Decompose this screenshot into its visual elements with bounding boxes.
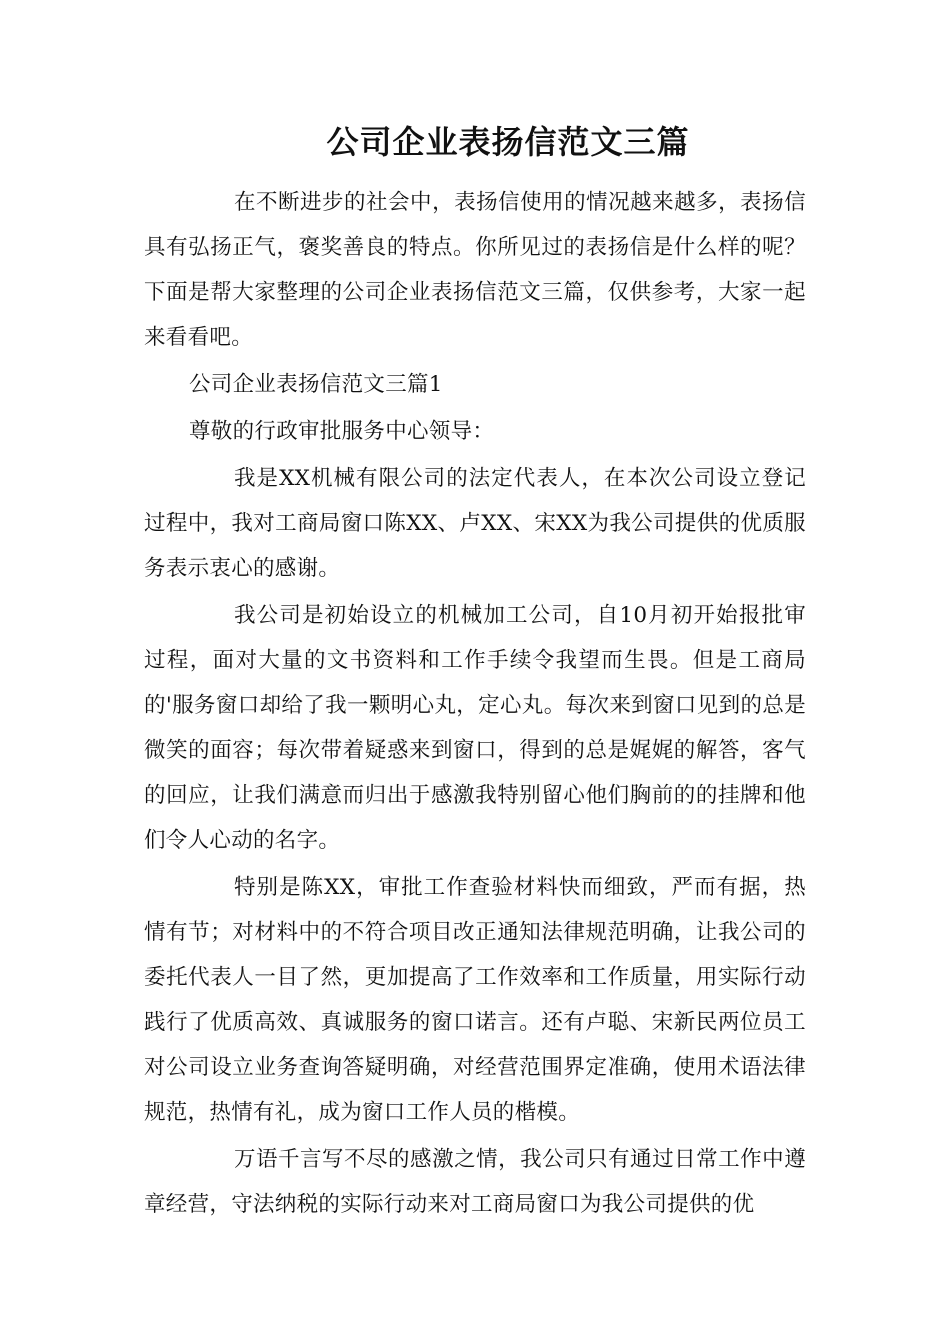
body-paragraph-3: 特别是陈XX，审批工作查验材料快而细致，严而有据，热情有节；对材料中的不符合项目改正通知法律规范明确，让我公司的委托代表人一目了然，更加提高了工作效率和工作质量，用实际行动践行了优质高效、真诚服务的窗口诺言。还有卢聪、宋新民两位员工对公司设立业务查询答疑明确，对经营范围界定准确，使用术语法律规范，热情有礼，成为窗口工作人员的楷模。 [144,875,806,1125]
document-body [144,180,806,1227]
intro-paragraph: 在不断进步的社会中，表扬信使用的情况越来越多，表扬信具有弘扬正气，褒奖善良的特点。你所见过的表扬信是什么样的呢？下面是帮大家整理的公司企业表扬信范文三篇，仅供参考，大家一起来看看吧。 [144,190,806,350]
body-paragraph-4: 万语千言写不尽的感激之情，我公司只有通过日常工作中遵章经营，守法纳税的实际行动来对工商局窗口为我公司提供的优 [144,1147,806,1217]
body-paragraph-1: 我是XX机械有限公司的法定代表人，在本次公司设立登记过程中，我对工商局窗口陈XX、卢XX、宋XX为我公司提供的优质服务表示衷心的感谢。 [144,466,806,581]
document-title: 公司企业表扬信范文三篇 [326,123,690,161]
body-paragraph-2: 我公司是初始设立的机械加工公司，自10月初开始报批审过程，面对大量的文书资料和工作手续令我望而生畏。但是工商局的'服务窗口却给了我一颗明心丸，定心丸。每次来到窗口见到的总是微笑的面容；每次带着疑惑来到窗口，得到的总是娓娓的解答，客气的回应，让我们满意而归出于感激我特别留心他们胸前的的挂牌和他们令人心动的名字。 [144,603,806,853]
salutation: 尊敬的行政审批服务中心领导： [189,419,495,444]
section-heading: 公司企业表扬信范文三篇1 [189,372,443,397]
